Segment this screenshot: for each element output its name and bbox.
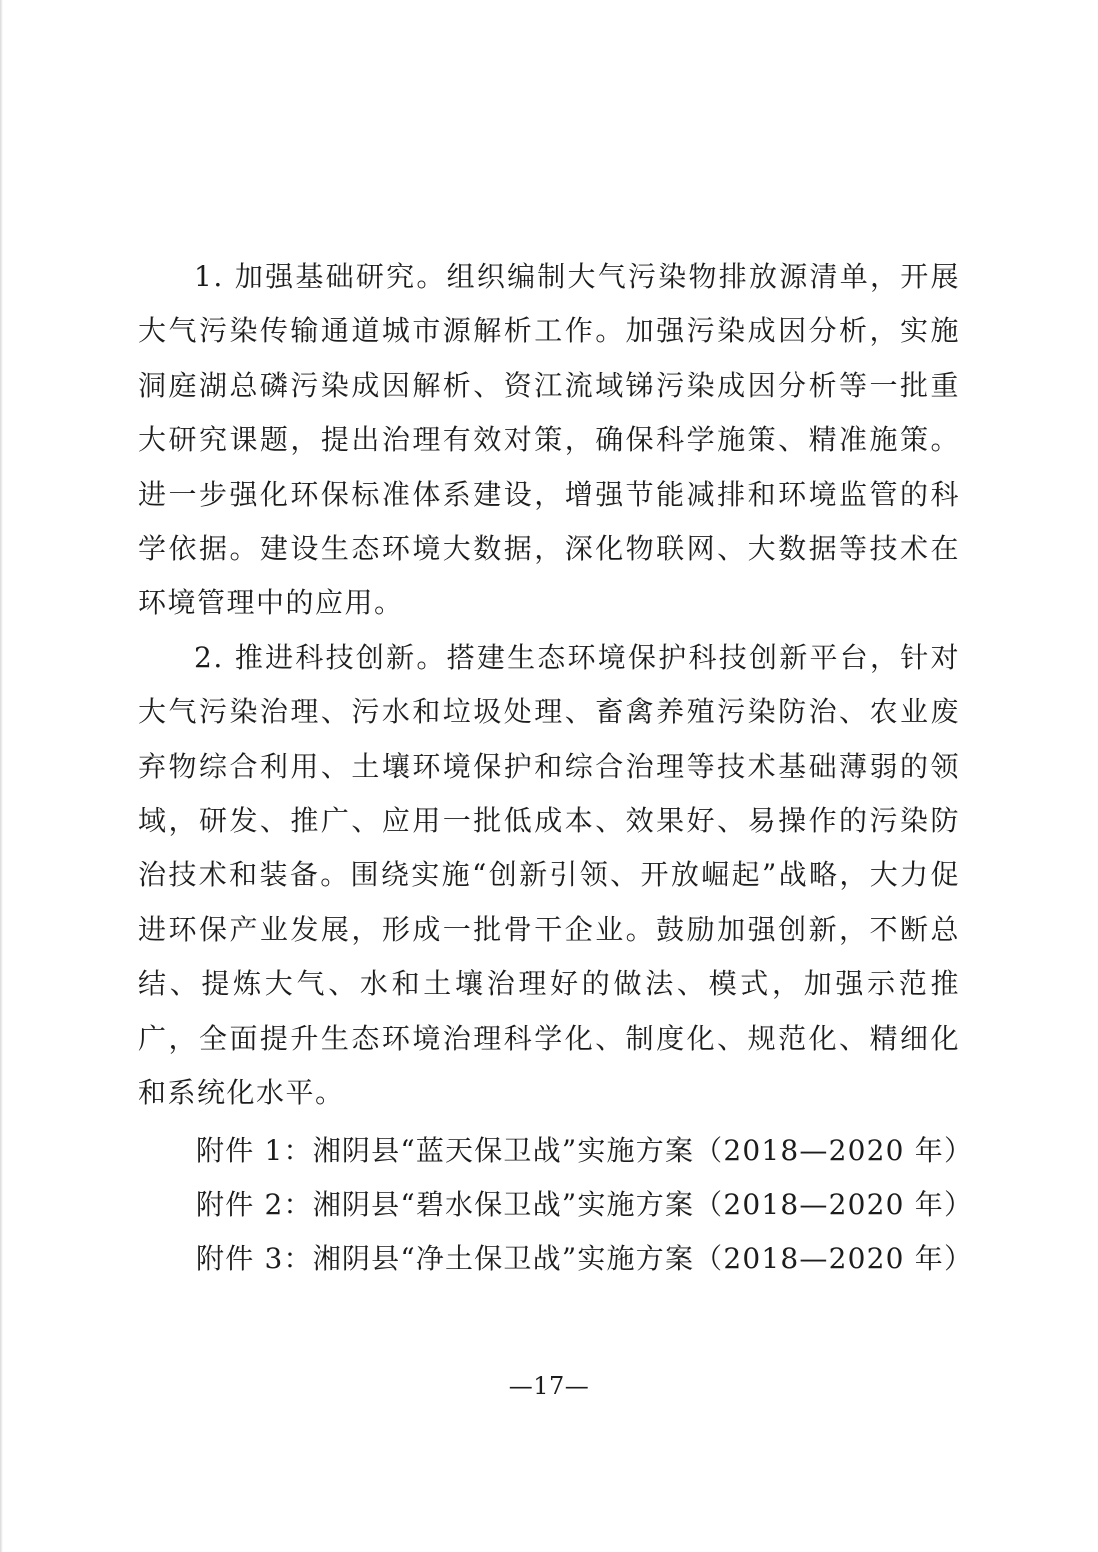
attachment-2: 附件 2：湘阴县“碧水保卫战”实施方案（2018—2020 年） [196, 1188, 974, 1221]
attachment-1: 附件 1：湘阴县“蓝天保卫战”实施方案（2018—2020 年） [196, 1134, 974, 1167]
attachment-3: 附件 3：湘阴县“净土保卫战”实施方案（2018—2020 年） [196, 1242, 974, 1275]
body-text [138, 250, 960, 1121]
page-number: —17— [508, 1372, 590, 1400]
attachment-list [196, 1124, 976, 1286]
paragraph-basic-research: 1. 加强基础研究。组织编制大气污染物排放源清单，开展大气污染传输通道城市源解析工作。加强污染成因分析，实施洞庭湖总磷污染成因解析、资江流域锑污染成因分析等一批重大研究课题，提出治理有效对策，确保科学施策、精准施策。进一步强化环保标准体系建设，增强节能减排和环境监管的科学依据。建设生态环境大数据，深化物联网、大数据等技术在环境管理中的应用。 [138, 260, 960, 620]
page-edge [0, 0, 3, 1552]
paragraph-tech-innovation: 2. 推进科技创新。搭建生态环境保护科技创新平台，针对大气污染治理、污水和垃圾处理、畜禽养殖污染防治、农业废弃物综合利用、土壤环境保护和综合治理等技术基础薄弱的领域，研发、推广、应用一批低成本、效果好、易操作的污染防治技术和装备。围绕实施“创新引领、开放崛起”战略，大力促进环保产业发展，形成一批骨干企业。鼓励加强创新，不断总结、提炼大气、水和土壤治理好的做法、模式，加强示范推广，全面提升生态环境治理科学化、制度化、规范化、精细化和系统化水平。 [138, 640, 960, 1110]
